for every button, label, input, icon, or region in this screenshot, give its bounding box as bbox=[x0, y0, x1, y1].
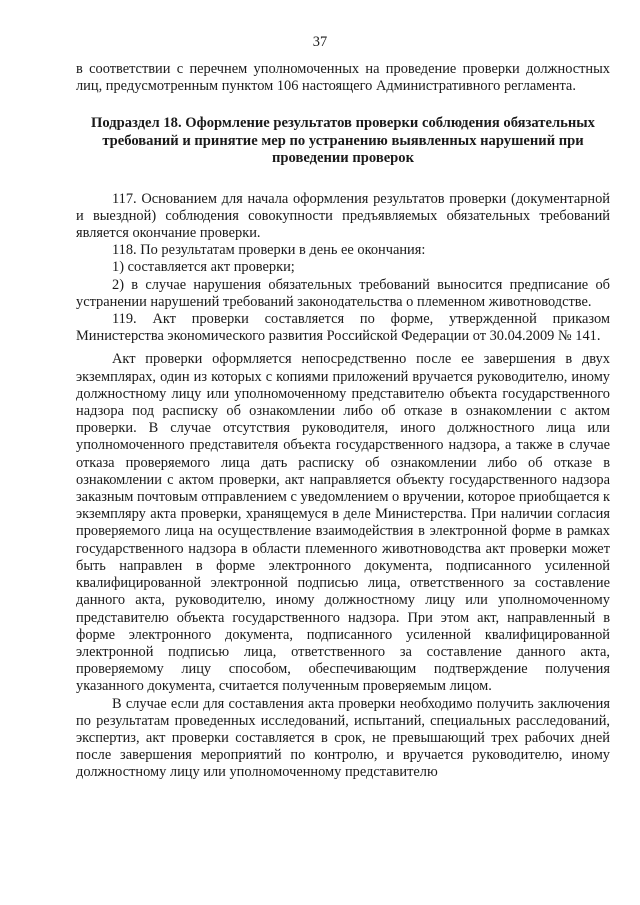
document-body bbox=[76, 61, 610, 782]
list-item-2: 2) в случае нарушения обязательных требований выносится предписание об устранении нарушений требований законодательства о племенном животноводстве. bbox=[76, 276, 610, 310]
paragraph-118: 118. По результатам проверки в день ее окончания: bbox=[112, 242, 426, 259]
paragraph-119: 119. Акт проверки составляется по форме, утвержденной приказом Министерства экономического развития Российской Федерации от 30.04.2009 № 141. bbox=[76, 311, 610, 345]
paragraph-act-procedure: Акт проверки оформляется непосредственно после ее завершения в двух экземплярах, один из которых с копиями приложений вручается руководителю, иному должностному лицу или уполномоченному представителю объекта государственного надзора под расписку об ознакомлении либо об отказе в ознакомлении с актом проверки. В случае отсутствия руководителя, иного должностного лица или уполномоченного представителя объекта государственного надзора, а также в случае отказа проверяемого лица дать расписку об ознакомлении либо об отказе в ознакомлении с актом проверки, акт направляется объекту государственного надзора заказным почтовым отправлением с уведомлением о вручении, которое приобщается к экземпляру акта проверки, хранящемуся в деле Министерства. При наличии согласия проверяемого лица на осуществление взаимодействия в электронной форме в рамках государственного надзора в области племенного животноводства акт проверки может быть направлен в форме электронного документа, подписанного усиленной квалифицированной электронной подписью лица, ответственного за составление данного акта, руководителю, иному должностному лицу или уполномоченному представителю объекта государственного надзора. При этом акт, направленный в форме электронного документа, подписанного усиленной квалифицированной электронной подписью лица, ответственного за составление данного акта, проверяемому лицу способом, обеспечивающим подтверждение получения указанного документа, считается полученным проверяемым лицом. bbox=[76, 351, 610, 695]
page-number: 37 bbox=[312, 34, 328, 50]
list-item-1: 1) составляется акт проверки; bbox=[112, 259, 295, 276]
paragraph-expertise-case: В случае если для составления акта проверки необходимо получить заключения по результатам проведенных исследований, испытаний, специальных расследований, экспертиз, акт проверки составляется в срок, не превышающий трех рабочих дней после завершения мероприятий по контролю, и вручается руководителю, иному должностному лицу или уполномоченному представителю bbox=[76, 695, 610, 781]
intro-paragraph: в соответствии с перечнем уполномоченных на проведение проверки должностных лиц, предусмотренным пунктом 106 настоящего Административного регламента. bbox=[76, 61, 610, 95]
paragraph-117: 117. Основанием для начала оформления результатов проверки (документарной и выездной) соблюдения совокупности предъявляемых обязательных требований является окончание проверки. bbox=[76, 190, 610, 242]
section-heading: Подраздел 18. Оформление результатов проверки соблюдения обязательных требований и принятие мер по устранению выявленных нарушений при проведении проверок bbox=[91, 115, 595, 167]
